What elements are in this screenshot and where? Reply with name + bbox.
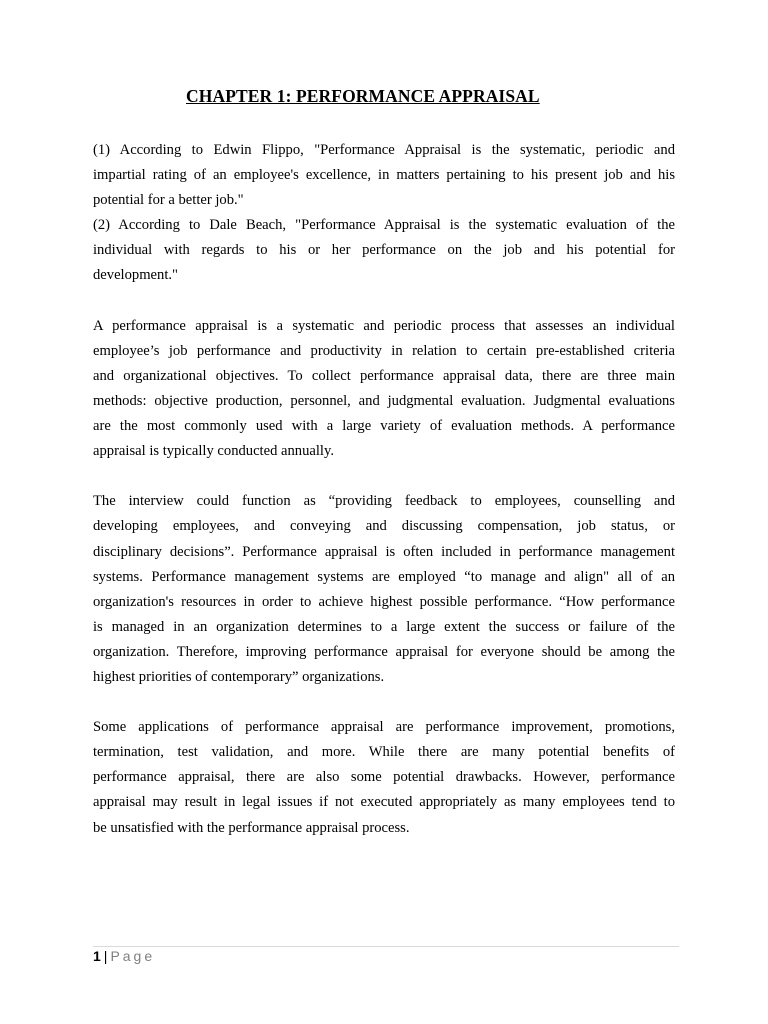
paragraph-gap xyxy=(93,690,675,715)
page-footer xyxy=(93,948,155,964)
paragraph xyxy=(93,213,675,288)
paragraph-gap xyxy=(93,289,675,314)
page-label: Page xyxy=(110,948,156,964)
text-line: appraisal is typically conducted annually. xyxy=(93,443,334,460)
text-line: organization. Therefore, improving performance appraisal for everyone should be among the xyxy=(93,643,675,660)
paragraph xyxy=(93,138,675,213)
text-line: performance appraisal, there are also some potential drawbacks. However, performance xyxy=(93,769,675,786)
paragraph xyxy=(93,314,675,465)
text-line: (1) According to Edwin Flippo, "Performance Appraisal is the systematic, periodic and xyxy=(93,142,675,158)
text-line: disciplinary decisions”. Performance appraisal is often included in performance management xyxy=(93,543,675,560)
footer-divider xyxy=(93,946,679,947)
paragraph xyxy=(93,715,675,840)
text-line: development." xyxy=(93,267,178,284)
text-line: methods: objective production, personnel, and judgmental evaluation. Judgmental evaluations xyxy=(93,392,675,409)
paragraph-gap xyxy=(93,464,675,489)
text-line: be unsatisfied with the performance appraisal process. xyxy=(93,819,410,836)
text-line: developing employees, and conveying and discussing compensation, job status, or xyxy=(93,518,675,535)
text-line: individual with regards to his or her performance on the job and his potential for xyxy=(93,242,675,259)
page-number: 1 xyxy=(93,948,101,964)
chapter-heading: CHAPTER 1: PERFORMANCE APPRAISAL xyxy=(186,86,540,106)
text-line: systems. Performance management systems are employed “to manage and align" all of an xyxy=(93,568,675,585)
text-line: is managed in an organization determines to a large extent the success or failure of the xyxy=(93,618,675,635)
text-line: impartial rating of an employee's excellence, in matters pertaining to his present job and his xyxy=(93,167,675,184)
paragraph xyxy=(93,489,675,690)
text-line: potential for a better job." xyxy=(93,192,244,209)
text-line: organization's resources in order to achieve highest possible performance. “How performance xyxy=(93,593,675,610)
text-line: termination, test validation, and more. While there are many potential benefits of xyxy=(93,744,675,761)
text-line: Some applications of performance appraisal are performance improvement, promotions, xyxy=(93,719,675,736)
text-line: A performance appraisal is a systematic and periodic process that assesses an individual xyxy=(93,317,675,334)
text-line: and organizational objectives. To collect performance appraisal data, there are three main xyxy=(93,367,675,384)
body-text xyxy=(93,138,675,841)
text-line: The interview could function as “providing feedback to employees, counselling and xyxy=(93,493,675,510)
text-line: are the most commonly used with a large variety of evaluation methods. A performance xyxy=(93,418,675,435)
text-line: appraisal may result in legal issues if not executed appropriately as many employees tend to xyxy=(93,794,675,811)
text-line: employee’s job performance and productivity in relation to certain pre-established criteria xyxy=(93,342,675,359)
footer-separator: | xyxy=(103,948,108,964)
text-line: (2) According to Dale Beach, "Performance Appraisal is the systematic evaluation of the xyxy=(93,217,675,234)
text-line: highest priorities of contemporary” organizations. xyxy=(93,668,385,685)
